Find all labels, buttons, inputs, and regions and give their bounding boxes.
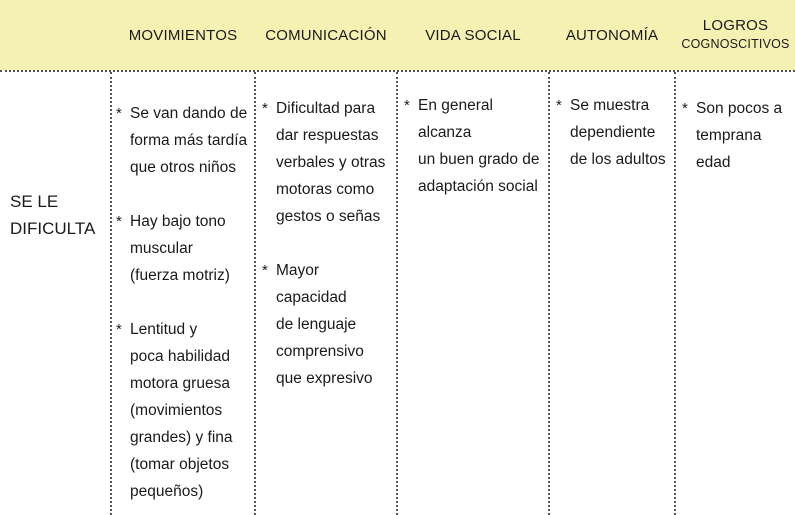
item-line: En general alcanza — [418, 97, 493, 141]
column-divider-3 — [396, 72, 398, 515]
column-divider-4 — [548, 72, 550, 515]
list-item — [556, 92, 672, 173]
item-line: gestos o señas — [276, 208, 381, 225]
item-line: de lenguaje — [276, 316, 357, 333]
list-item — [262, 257, 394, 392]
item-line: Lentitud y — [130, 321, 198, 338]
cell-autonomia — [556, 92, 672, 173]
header-logros — [676, 0, 795, 70]
row-label — [10, 188, 105, 242]
header-logros-line2: COGNOSCITIVOS — [681, 37, 790, 51]
item-line: dependiente — [570, 124, 656, 141]
list-item — [404, 92, 548, 200]
header-autonomia — [550, 0, 674, 70]
bullet-asterisk: * — [116, 321, 122, 338]
column-divider-5 — [674, 72, 676, 515]
item-line: comprensivo — [276, 343, 364, 360]
cell-movimientos — [116, 100, 252, 505]
item-line: Mayor capacidad — [276, 262, 347, 306]
bullet-asterisk: * — [262, 100, 268, 117]
item-line: Dificultad para — [276, 100, 376, 117]
header-comunicacion — [256, 0, 396, 70]
bullet-asterisk: * — [556, 97, 562, 114]
item-line: adaptación social — [418, 178, 538, 195]
row-label-line2: DIFICULTA — [10, 219, 96, 238]
bullet-asterisk: * — [116, 213, 122, 230]
bullet-asterisk: * — [404, 97, 410, 114]
item-line: Se van dando de — [130, 105, 248, 122]
item-line: motora gruesa — [130, 375, 230, 392]
cell-vida-social — [404, 92, 548, 200]
item-line: Hay bajo tono — [130, 213, 226, 230]
item-line: grandes) y fina — [130, 429, 233, 446]
header-movimientos — [112, 0, 254, 70]
item-line: motoras como — [276, 181, 375, 198]
bullet-asterisk: * — [116, 105, 122, 122]
item-line: dar respuestas — [276, 127, 379, 144]
list-item — [116, 208, 252, 289]
header-comunicacion-label: COMUNICACIÓN — [265, 26, 387, 44]
bullet-asterisk: * — [262, 262, 268, 279]
item-line: (movimientos — [130, 402, 223, 419]
cell-logros — [682, 95, 794, 176]
list-item — [682, 95, 794, 176]
item-line: (fuerza motriz) — [130, 267, 230, 284]
header-vida-social — [398, 0, 548, 70]
item-line: temprana edad — [696, 127, 762, 171]
item-line: forma más tardía — [130, 132, 248, 149]
column-divider-1 — [110, 72, 112, 515]
item-line: muscular — [130, 240, 193, 257]
item-line: Son pocos a — [696, 100, 783, 117]
column-divider-2 — [254, 72, 256, 515]
item-line: pequeños) — [130, 483, 204, 500]
header-autonomia-label: AUTONOMÍA — [565, 26, 659, 44]
header-movimientos-label: MOVIMIENTOS — [128, 26, 238, 44]
list-item — [116, 316, 252, 505]
bullet-asterisk: * — [682, 100, 688, 117]
item-line: Se muestra — [570, 97, 650, 114]
item-line: un buen grado de — [418, 151, 540, 168]
list-item — [262, 95, 394, 230]
row-label-line1: SE LE — [10, 192, 59, 211]
item-line: que expresivo — [276, 370, 373, 387]
item-line: que otros niños — [130, 159, 236, 176]
cell-comunicacion — [262, 95, 394, 392]
item-line: poca habilidad — [130, 348, 230, 365]
list-item — [116, 100, 252, 181]
header-logros-line1: LOGROS — [702, 17, 769, 34]
item-line: de los adultos — [570, 151, 666, 168]
header-vida-social-label: VIDA SOCIAL — [425, 26, 521, 44]
item-line: (tomar objetos — [130, 456, 230, 473]
item-line: verbales y otras — [276, 154, 386, 171]
